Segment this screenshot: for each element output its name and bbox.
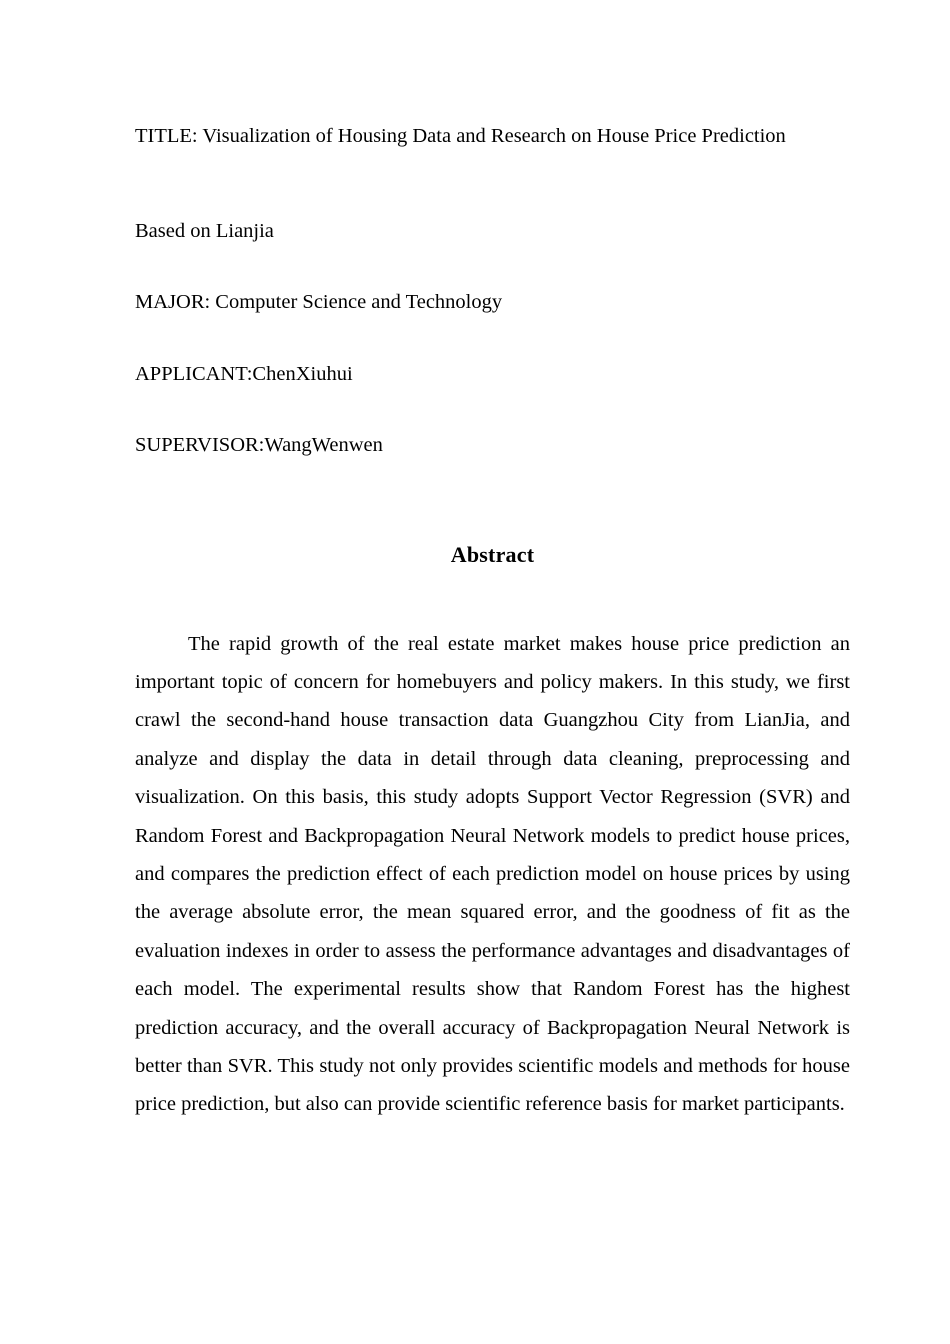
abstract-heading: Abstract bbox=[450, 541, 535, 567]
metadata-major: MAJOR: Computer Science and Technology bbox=[135, 291, 503, 313]
metadata-applicant: APPLICANT:ChenXiuhui bbox=[135, 362, 353, 385]
metadata-spacer-2 bbox=[135, 313, 850, 364]
metadata-spacer-1 bbox=[135, 241, 850, 292]
title-spacer bbox=[135, 147, 850, 221]
document-title-line-1: TITLE: Visualization of Housing Data and Research on House Price Prediction bbox=[135, 125, 786, 147]
title-block bbox=[135, 0, 850, 456]
page-content bbox=[135, 0, 850, 1124]
abstract-body-paragraph: The rapid growth of the real estate market makes house price prediction an important topic of concern for homebuyers and policy makers. In this study, we first crawl the second-hand house transaction data Guangzhou City from LianJia, and analyze and display the data in detail through data cleaning, preprocessing and visualization. On this basis, this study adopts Support Vector Regression (SVR) and Random Forest and Backpropagation Neural Network models to predict house prices, and compares the prediction effect of each prediction model on house prices by using the average absolute error, the mean squared error, and the goodness of fit as the evaluation indexes in order to assess the performance advantages and disadvantages of each model. The experimental results show that Random Forest has the highest prediction accuracy, and the overall accuracy of Backpropagation Neural Network is better than SVR. This study not only provides scientific models and methods for house price prediction, but also can provide scientific reference basis for market participants. bbox=[135, 632, 850, 1116]
metadata-supervisor: SUPERVISOR:WangWenwen bbox=[135, 434, 383, 456]
metadata-spacer-3 bbox=[135, 384, 850, 435]
document-title-line-2: Based on Lianjia bbox=[135, 219, 274, 242]
